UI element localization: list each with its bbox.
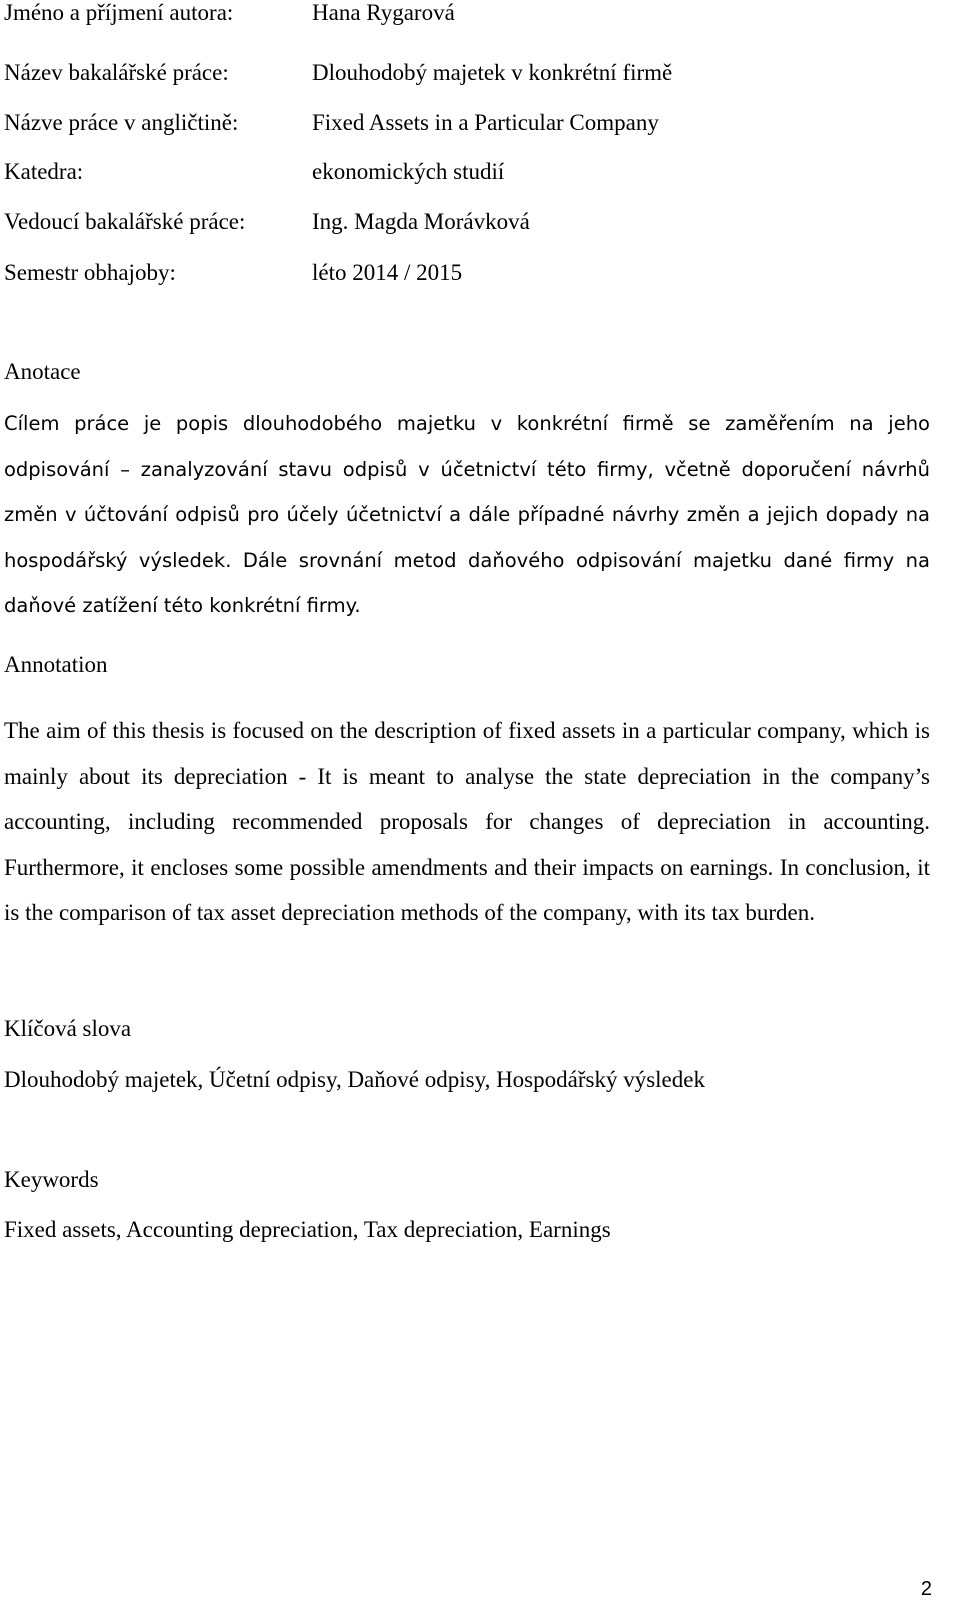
annotation-heading: Annotation <box>4 652 108 677</box>
document-page <box>4 0 932 1610</box>
author-row <box>4 0 932 30</box>
thesis-title-value: Dlouhodobý majetek v konkrétní firmě <box>312 60 673 85</box>
annotation-text: The aim of this thesis is focused on the description of fixed assets in a particular company, which is mainly about its depreciation - It is meant to analyse the state depreciation in the company’s accounting, including recommended proposals for changes of depreciation in accounting. Furthermore, it encloses some possible amendments and their impacts on earnings. In conclusion, it is the comparison of tax asset depreciation methods of the company, with its tax burden. <box>4 718 930 925</box>
thesis-title-row <box>4 60 932 90</box>
anotace-heading: Anotace <box>4 359 81 384</box>
supervisor-label: Vedoucí bakalářské práce: <box>4 209 246 234</box>
department-label: Katedra: <box>4 159 84 184</box>
keywords-text: Fixed assets, Accounting depreciation, Tax depreciation, Earnings <box>4 1217 611 1242</box>
english-title-value: Fixed Assets in a Particular Company <box>312 110 659 135</box>
klicova-slova-heading: Klíčová slova <box>4 1016 132 1041</box>
english-title-label: Názve práce v angličtině: <box>4 110 239 135</box>
thesis-title-label: Název bakalářské práce: <box>4 60 229 85</box>
author-label: Jméno a příjmení autora: <box>4 0 234 25</box>
semester-row <box>4 260 932 290</box>
supervisor-row <box>4 209 932 239</box>
page-number: 2 <box>920 1578 932 1600</box>
klicova-slova-text: Dlouhodobý majetek, Účetní odpisy, Daňové odpisy, Hospodářský výsledek <box>4 1067 705 1092</box>
department-value: ekonomických studií <box>312 159 505 184</box>
semester-label: Semestr obhajoby: <box>4 260 176 285</box>
semester-value: léto 2014 / 2015 <box>312 260 463 285</box>
department-row <box>4 159 932 189</box>
supervisor-value: Ing. Magda Morávková <box>312 209 530 234</box>
anotace-text: Cílem práce je popis dlouhodobého majetku v konkrétní firmě se zaměřením na jeho odpisování – zanalyzování stavu odpisů v účetnictví této firmy, včetně doporučení návrhů změn v účtování odpisů pro účely účetnictví a dále případné návrhy změn a jejich dopady na hospodářský výsledek. Dále srovnání metod daňového odpisování majetku dané firmy na daňové zatížení této konkrétní firmy. <box>4 412 930 617</box>
english-title-row <box>4 110 932 140</box>
author-value: Hana Rygarová <box>312 0 455 25</box>
keywords-heading: Keywords <box>4 1167 99 1192</box>
